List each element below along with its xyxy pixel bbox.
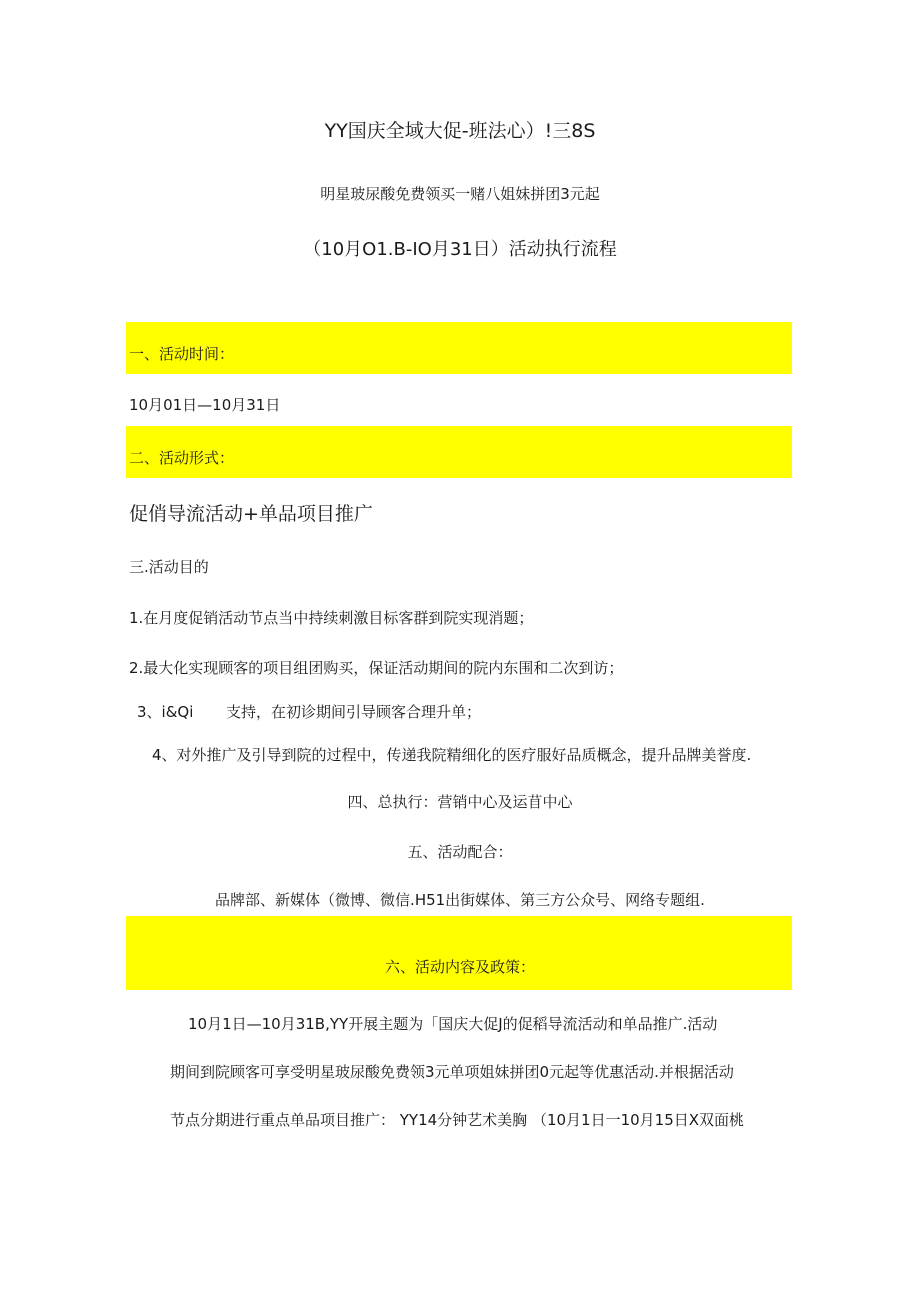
document-title: YY国庆全域大促-班法心）!三8S bbox=[324, 120, 596, 142]
goal-heading: 三.活动目的 bbox=[129, 558, 209, 576]
content-heading: 六、活动内容及政策： bbox=[384, 958, 535, 976]
document-subtitle: 明星玻尿酸免费领买一赌八姐妹拼团3元起 bbox=[320, 185, 600, 203]
cooperation-value: 品牌部、新媒体（微博、微信.H51出街媒体、第三方公众号、网络专题组. bbox=[215, 891, 705, 909]
content-heading-highlight bbox=[126, 916, 792, 990]
executor-line: 四、总执行：营销中心及运苜中心 bbox=[347, 793, 573, 811]
form-value: 促俏导流活动+单品项目推广 bbox=[129, 503, 373, 525]
content-paragraph-line-3: 节点分期进行重点单品项目推广： YY14分钟艺术美胸 （10月1日一10月15日X双面桃 bbox=[170, 1111, 745, 1129]
content-paragraph-line-1: 10月1日—10月31B,YY开展主题为「国庆大促J的促稻导流活动和单品推广.活动 bbox=[188, 1015, 718, 1033]
goal-item-3-number: 3、i&Qi bbox=[137, 703, 194, 721]
goal-item-1: 1.在月度促销活动节点当中持续刺激目标客群到院实现消题； bbox=[129, 609, 534, 627]
time-value: 10月01日—10月31日 bbox=[129, 396, 281, 414]
cooperation-heading: 五、活动配合： bbox=[407, 843, 513, 861]
goal-item-3-text: 支持，在初诊期间引导顾客合理升单； bbox=[226, 703, 482, 721]
document-date-line: （10月O1.B-IO月31日）活动执行流程 bbox=[303, 239, 617, 260]
goal-item-2: 2.最大化实现顾客的项目组团购买，保证活动期间的院内东围和二次到访； bbox=[129, 659, 624, 677]
goal-item-4: 4、对外推广及引导到院的过程中，传递我院精细化的医疗服好品质概念，提升品牌美誉度. bbox=[152, 746, 752, 764]
form-heading: 二、活动形式： bbox=[129, 449, 235, 467]
content-paragraph-line-2: 期间到院顾客可享受明星玻尿酸免费领3元单项姐妹拼团0元起等优惠活动.并根据活动 bbox=[170, 1063, 734, 1081]
time-heading: 一、活动时间： bbox=[129, 345, 235, 363]
